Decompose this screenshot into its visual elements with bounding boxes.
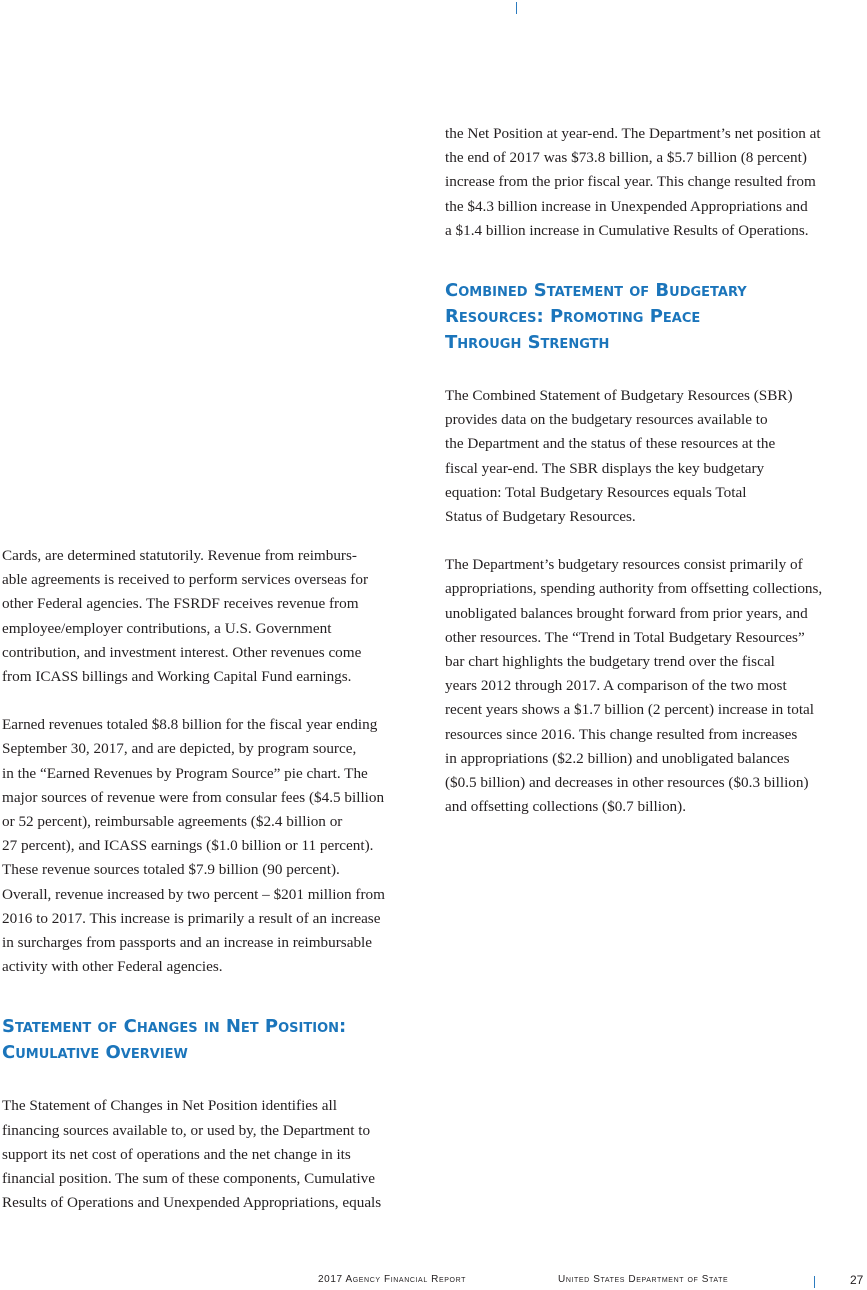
sbr-section-heading: Combined Statement of Budgetary Resources: Promoting Peace Through Strength (445, 280, 747, 354)
page-footer (0, 1274, 867, 1290)
earned-revenues-paragraph: Earned revenues totaled $8.8 billion for the fiscal year ending September 30, 2017, and are depicted, by program source, in the “Earned Revenues by Program Source” pie chart. The major sources of revenue were from consular fees ($4.5 billion or 52 percent), reimbursable agreements ($2.4 billion or 27 percent), and ICASS earnings ($1.0 billion or 11 percent). These revenue sources totaled $7.9 billion (90 percent). Overall, revenue increased by two percent – $201 million from 2016 to 2017. This increase is primarily a result of an increase in surcharges from passports and an increase in reimbursable activity with other Federal agencies. (2, 716, 385, 976)
footer-department-name: United States Department of State (558, 1274, 729, 1285)
footer-divider (814, 1276, 815, 1288)
sbr-intro-paragraph: The Combined Statement of Budgetary Resources (SBR) provides data on the budgetary resources available to the Department and the status of these resources at the fiscal year-end. The SBR displays the key budgetary equation: Total Budgetary Resources equals Total Status of Budgetary Resources. (445, 387, 793, 526)
net-position-intro-paragraph: The Statement of Changes in Net Position identifies all financing sources available to, or used by, the Department to support its net cost of operations and the net change in its financial position. The sum of these components, Cumulative Results of Operations and Unexpended Appropriations, equals (2, 1097, 382, 1212)
revenue-sources-paragraph: Cards, are determined statutorily. Revenue from reimburs- able agreements is received to perform services overseas for other Federal agencies. The FSRDF receives revenue from employee/employer contributions, a U.S. Government contribution, and investment interest. Other revenues come from ICASS billings and Working Capital Fund earnings. (2, 547, 369, 686)
footer-report-title: 2017 Agency Financial Report (318, 1274, 466, 1285)
right-column (445, 122, 865, 819)
top-divider-tick (516, 2, 517, 14)
budgetary-resources-paragraph: The Department’s budgetary resources consist primarily of appropriations, spending authority from offsetting collections, unobligated balances brought forward from prior years, and other resources. The “Trend in Total Budgetary Resources” bar chart highlights the budgetary trend over the fiscal years 2012 through 2017. A comparison of the two most recent years shows a $1.7 billion (2 percent) increase in total resources since 2016. This change resulted from increases in appropriations ($2.2 billion) and unobligated balances ($0.5 billion) and decreases in other resources ($0.3 billion) and offsetting collections ($0.7 billion). (445, 556, 823, 816)
net-position-paragraph: the Net Position at year-end. The Department’s net position at the end of 2017 was $73.8 billion, a $5.7 billion (8 percent) increase from the prior fiscal year. This change resulted from the $4.3 billion increase in Unexpended Appropriations and a $1.4 billion increase in Cumulative Results of Operations. (445, 125, 821, 239)
page-number: 27 (850, 1273, 864, 1287)
left-column (2, 544, 427, 1215)
net-position-section-heading: Statement of Changes in Net Position: Cumulative Overview (2, 1016, 347, 1064)
